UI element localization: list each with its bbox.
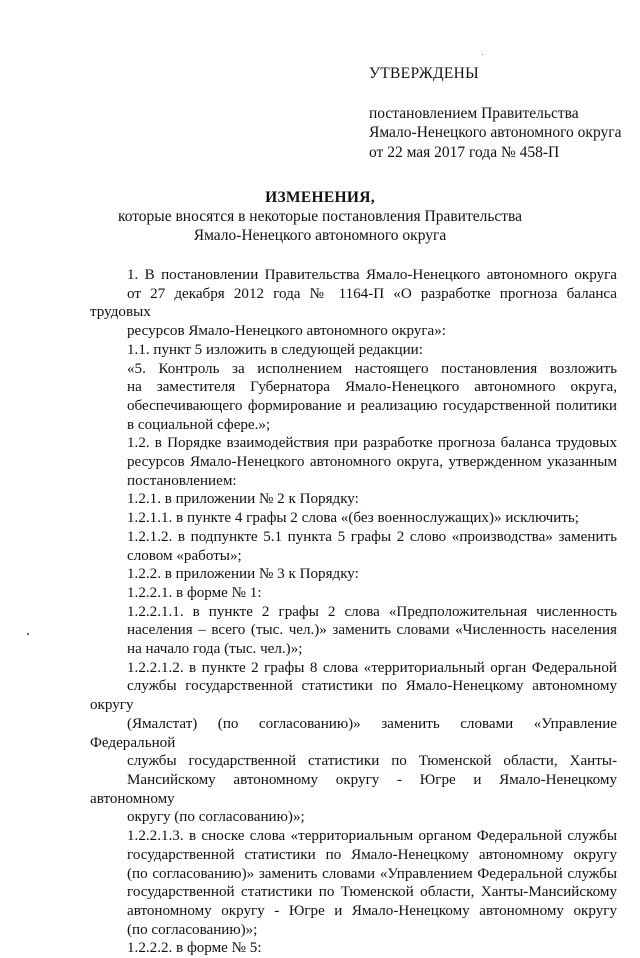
paragraph [90,827,617,939]
paragraph-line: обеспечивающего формирование и реализацию государственной политики [127,397,617,414]
document-subtitle: Ямало-Ненецкого автономного округа [193,227,447,244]
paragraph [90,434,617,490]
paragraph-line: ресурсов Ямало-Ненецкого автономного округа, утвержденном указанным [127,454,617,471]
scan-dot [27,633,29,635]
paragraph-line: Мансийскому автономному округу - Югре и Ямало-Ненецкому автономному [90,771,617,807]
approval-line: от 22 мая 2017 года № 458-П [369,143,560,161]
paragraph-line: автономному округу - Югре и Ямало-Ненецкому автономному округу [127,902,617,919]
approval-line: Ямало-Ненецкого автономного округа [369,124,622,141]
approval-block [369,64,621,162]
paragraph [90,266,617,341]
paragraph-line: (Ямалстат) (по согласованию)» заменить словами «Управление Федеральной [90,715,617,751]
approval-title: УТВЕРЖДЕНЫ [369,65,479,82]
paragraph [90,603,617,659]
document-title: ИЗМЕНЕНИЯ, [265,189,375,206]
approval-line: постановлением Правительства [369,104,579,122]
paragraph-line: округу (по согласованию)»; [127,809,305,826]
document-heading [0,188,640,245]
paragraph [90,360,617,435]
paragraph-line: службы государственной статистики по Ямало-Ненецкому автономному округу [90,678,617,714]
paragraph-line: ресурсов Ямало-Ненецкого автономного округа»: [127,323,446,340]
scan-speck [482,54,483,55]
paragraph-line: словом «работы»; [127,547,242,564]
document-subtitle: которые вносятся в некоторые постановления Правительства [117,208,523,225]
paragraph-line: 1.2.1.2. в подпункте 5.1 пункта 5 графы 2 слово «производства» заменить [127,528,617,545]
paragraph-line: населения – всего (тыс. чел.)» заменить словами «Численность населения [127,622,617,639]
paragraph-line: государственной статистики по Тюменской области, Ханты-Мансийскому [127,884,617,901]
paragraph-line: от 27 декабря 2012 года № 1164-П «О разработке прогноза баланса трудовых [90,285,617,321]
paragraph-line: 1.2.2.1.1. в пункте 2 графы 2 слова «Предположительная численность [127,603,617,620]
paragraph [90,565,617,584]
paragraph-line: службы государственной статистики по Тюменской области, Ханты- [127,753,617,770]
paragraph-line: постановлением: [127,472,237,489]
paragraph [90,584,617,603]
paragraph [90,528,617,565]
paragraph [90,341,617,360]
paragraph-line: 1.2.2. в приложении № 3 к Порядку: [127,566,359,583]
paragraph-line: 1.2.2.2. в форме № 5: [127,940,262,957]
paragraph-line: 1.2.2.1.3. в сноске слова «территориальным органом Федеральной службы [127,828,617,845]
paragraph-line: 1.2.2.1. в форме № 1: [127,584,262,601]
paragraph-line: 1.2.2.1.2. в пункте 2 графы 8 слова «территориальный орган Федеральной [127,659,617,676]
paragraph-line: на начало года (тыс. чел.)»; [127,641,303,658]
paragraph-line: в социальной сфере.»; [127,416,271,433]
paragraph-line: 1.1. пункт 5 изложить в следующей редакции: [127,341,423,358]
paragraph-line: 1.2.1. в приложении № 2 к Порядку: [127,491,359,508]
paragraph-line: 1.2. в Порядке взаимодействия при разработке прогноза баланса трудовых [127,435,617,452]
document-body [90,266,617,958]
paragraph [90,939,617,958]
paragraph [90,659,617,827]
paragraph-line: «5. Контроль за исполнением настоящего постановления возложить [127,360,617,377]
paragraph-line: (по согласованию)» заменить словами «Управлением Федеральной службы [127,865,617,882]
paragraph-line: 1. В постановлении Правительства Ямало-Ненецкого автономного округа [127,267,617,283]
paragraph-line: (по согласованию)»; [127,921,258,938]
paragraph-line: на заместителя Губернатора Ямало-Ненецкого автономного округа, [127,379,617,396]
paragraph [90,509,617,528]
paragraph [90,490,617,509]
paragraph-line: государственной статистики по Ямало-Ненецкому автономному округу [127,846,617,863]
paragraph-line: 1.2.1.1. в пункте 4 графы 2 слова «(без военнослужащих)» исключить; [127,510,580,527]
